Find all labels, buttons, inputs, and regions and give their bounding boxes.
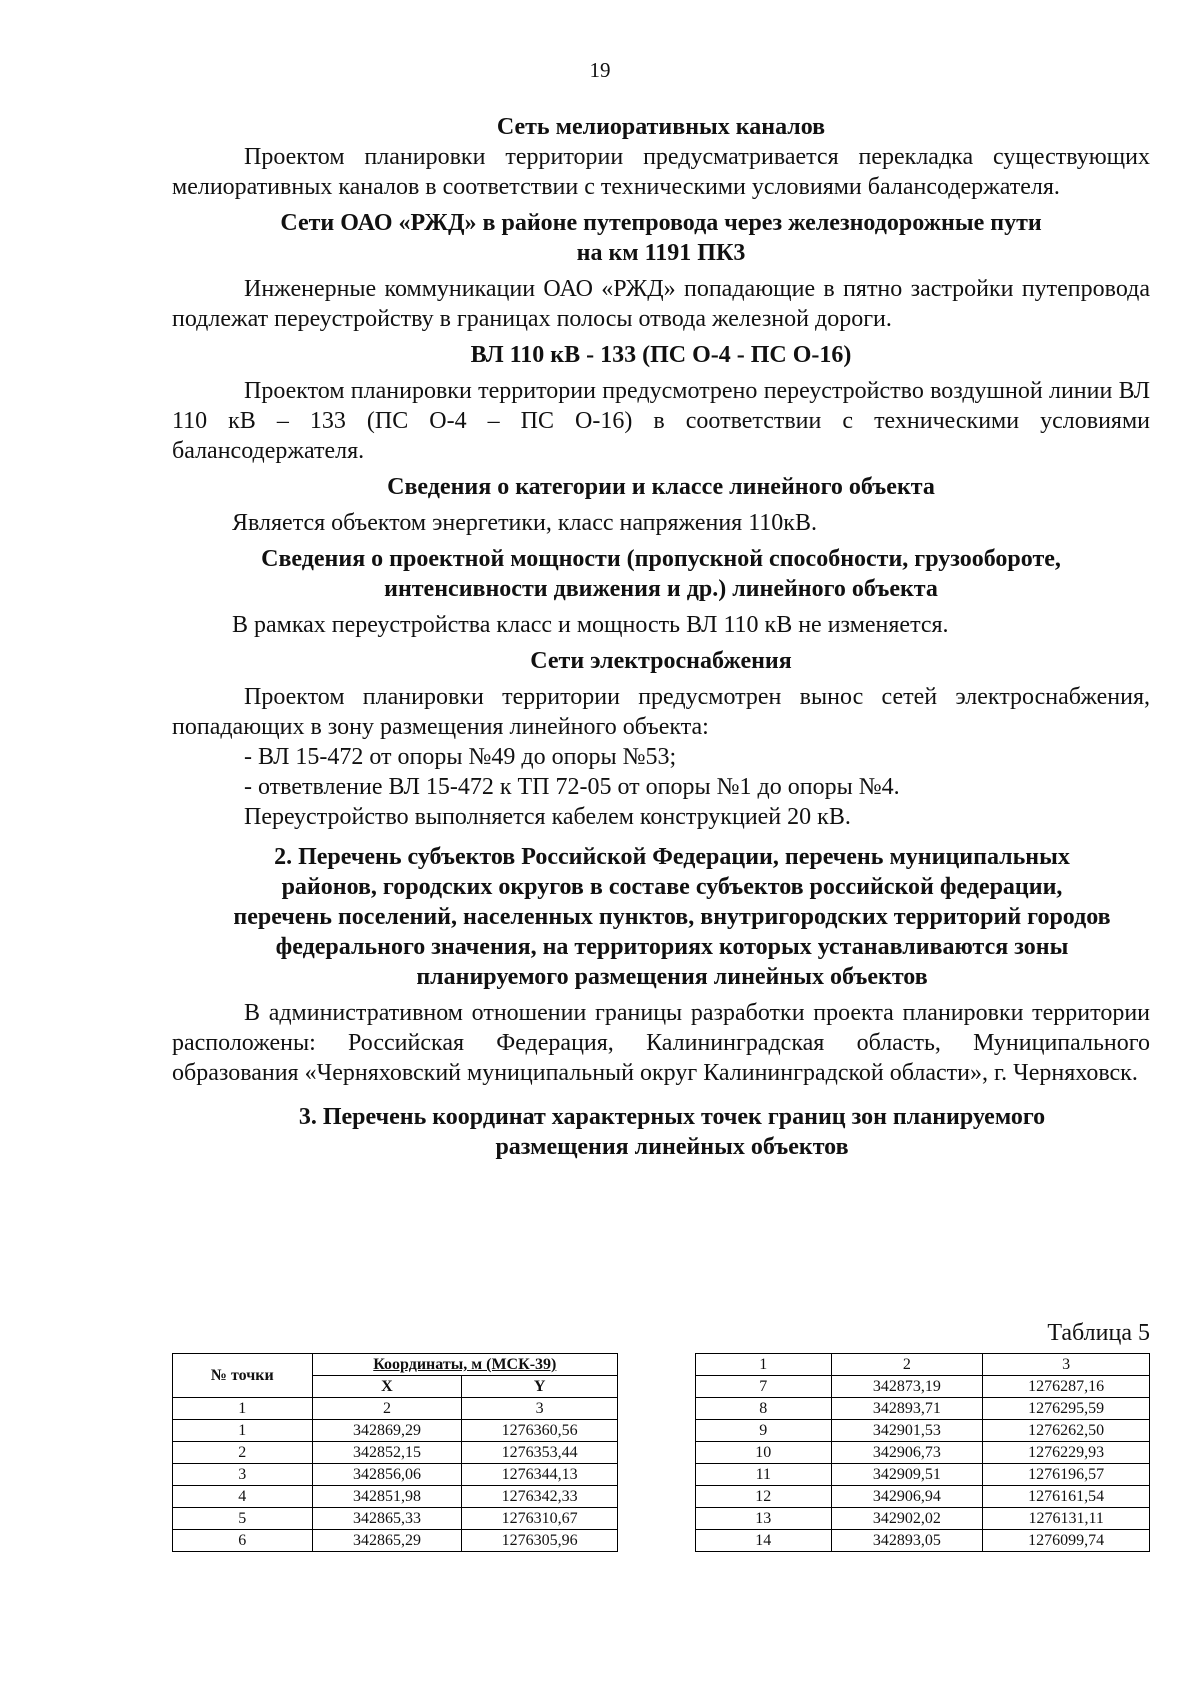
list-item: - ВЛ 15-472 от опоры №49 до опоры №53;: [244, 744, 677, 770]
x-coordinate-cell: 342865,33: [312, 1508, 462, 1530]
table-row: [173, 1486, 618, 1508]
section-paragraph: Проектом планировки территории предусмотрен вынос сетей электроснабжения, попадающих в зону размещения линейного объекта:: [172, 684, 1150, 740]
x-coordinate-cell: 342851,98: [312, 1486, 462, 1508]
table-row: [696, 1486, 1150, 1508]
table-row: [696, 1508, 1150, 1530]
column-number: 1: [696, 1354, 832, 1376]
y-coordinate-cell: 1276342,33: [462, 1486, 618, 1508]
table-row: [696, 1530, 1150, 1552]
table-row: [696, 1376, 1150, 1398]
y-coordinate-cell: 1276344,13: [462, 1464, 618, 1486]
section-paragraph: В административном отношении границы разработки проекта планировки территории расположены: Российская Федерация, Калининградская область, Муниципального образования «Черняховский муниципальный округ Калининградской области», г. Черняховск.: [172, 1000, 1150, 1086]
x-coordinate-cell: 342873,19: [831, 1376, 983, 1398]
point-number-cell: 6: [173, 1530, 313, 1552]
point-number-cell: 9: [696, 1420, 832, 1442]
y-coordinate-cell: 1276262,50: [983, 1420, 1150, 1442]
table-row: [173, 1530, 618, 1552]
section-title-line: интенсивности движения и др.) линейного объекта: [384, 576, 938, 602]
y-coordinate-cell: 1276161,54: [983, 1486, 1150, 1508]
point-number-cell: 10: [696, 1442, 832, 1464]
table-body: [696, 1354, 1150, 1552]
y-coordinate-cell: 1276131,11: [983, 1508, 1150, 1530]
column-number: 3: [462, 1398, 618, 1420]
column-number: 1: [173, 1398, 313, 1420]
table-body: [173, 1398, 618, 1552]
section-title-line: 2. Перечень субъектов Российской Федерации, перечень муниципальных: [274, 844, 1070, 870]
y-coordinate-cell: 1276295,59: [983, 1398, 1150, 1420]
point-number-cell: 13: [696, 1508, 832, 1530]
point-number-cell: 8: [696, 1398, 832, 1420]
header-y: Y: [462, 1376, 618, 1398]
table-row: [696, 1420, 1150, 1442]
table-row: [696, 1464, 1150, 1486]
section-title-line: районов, городских округов в составе субъектов российской федерации,: [281, 874, 1063, 900]
list-item: - ответвление ВЛ 15-472 к ТП 72-05 от опоры №1 до опоры №4.: [244, 774, 900, 800]
point-number-cell: 5: [173, 1508, 313, 1530]
column-number: 3: [983, 1354, 1150, 1376]
x-coordinate-cell: 342869,29: [312, 1420, 462, 1442]
section-title-line: федерального значения, на территориях которых устанавливаются зоны: [275, 934, 1069, 960]
point-number-cell: 7: [696, 1376, 832, 1398]
table-row: [173, 1420, 618, 1442]
section-title: Сеть мелиоративных каналов: [496, 114, 826, 140]
table-row: [696, 1354, 1150, 1376]
y-coordinate-cell: 1276305,96: [462, 1530, 618, 1552]
section-title: Сети электроснабжения: [530, 648, 792, 674]
table-row: [696, 1442, 1150, 1464]
section-title: ВЛ 110 кВ - 133 (ПС О-4 - ПС О-16): [470, 342, 852, 368]
table-row: [173, 1508, 618, 1530]
point-number-cell: 12: [696, 1486, 832, 1508]
x-coordinate-cell: 342901,53: [831, 1420, 983, 1442]
document-body: [172, 112, 1150, 1162]
x-coordinate-cell: 342906,73: [831, 1442, 983, 1464]
section-title: [172, 208, 1150, 268]
column-number: 2: [312, 1398, 462, 1420]
x-coordinate-cell: 342865,29: [312, 1530, 462, 1552]
section-paragraph: Проектом планировки территории предусматривается перекладка существующих мелиоративных каналов в соответствии с техническими условиями балансодержателя.: [172, 144, 1150, 200]
header-coords: Координаты, м (МСК-39): [312, 1354, 617, 1376]
x-coordinate-cell: 342893,05: [831, 1530, 983, 1552]
y-coordinate-cell: 1276310,67: [462, 1508, 618, 1530]
x-coordinate-cell: 342856,06: [312, 1464, 462, 1486]
list-item: Переустройство выполняется кабелем конструкцией 20 кВ.: [244, 804, 851, 830]
table-row: [173, 1464, 618, 1486]
column-number: 2: [831, 1354, 983, 1376]
point-number-cell: 1: [173, 1420, 313, 1442]
section-title-line: Сети ОАО «РЖД» в районе путепровода через железнодорожные пути: [280, 210, 1042, 236]
section2-title: [172, 842, 1150, 992]
point-number-cell: 3: [173, 1464, 313, 1486]
x-coordinate-cell: 342902,02: [831, 1508, 983, 1530]
section-title-line: Сведения о проектной мощности (пропускной способности, грузообороте,: [261, 546, 1061, 572]
table-row: [696, 1398, 1150, 1420]
header-x: X: [312, 1376, 462, 1398]
y-coordinate-cell: 1276353,44: [462, 1442, 618, 1464]
section-title-line: 3. Перечень координат характерных точек границ зон планируемого: [298, 1104, 1046, 1130]
section-title-line: на км 1191 ПК3: [576, 240, 746, 266]
x-coordinate-cell: 342909,51: [831, 1464, 983, 1486]
point-number-cell: 2: [173, 1442, 313, 1464]
section-paragraph: Является объектом энергетики, класс напряжения 110кВ.: [232, 510, 817, 536]
y-coordinate-cell: 1276196,57: [983, 1464, 1150, 1486]
section-title-line: размещения линейных объектов: [495, 1134, 849, 1160]
table-caption: Таблица 5: [1047, 1320, 1150, 1346]
table-row: [173, 1442, 618, 1464]
section-paragraph: Инженерные коммуникации ОАО «РЖД» попадающие в пятно застройки путепровода подлежат переустройству в границах полосы отвода железной дороги.: [172, 276, 1150, 332]
table-row: [173, 1398, 618, 1420]
x-coordinate-cell: 342906,94: [831, 1486, 983, 1508]
page-number: 19: [589, 58, 611, 82]
header-point: № точки: [173, 1354, 313, 1398]
coordinates-table-left: [172, 1353, 618, 1552]
section-title-line: перечень поселений, населенных пунктов, внутригородских территорий городов: [233, 904, 1111, 930]
section-title-line: планируемого размещения линейных объектов: [416, 964, 928, 990]
section-title: Сведения о категории и классе линейного объекта: [387, 474, 935, 500]
point-number-cell: 4: [173, 1486, 313, 1508]
x-coordinate-cell: 342852,15: [312, 1442, 462, 1464]
point-number-cell: 14: [696, 1530, 832, 1552]
section-paragraph: Проектом планировки территории предусмотрено переустройство воздушной линии ВЛ 110 кВ – 133 (ПС О-4 – ПС О-16) в соответствии с техническими условиями балансодержателя.: [172, 378, 1150, 464]
y-coordinate-cell: 1276287,16: [983, 1376, 1150, 1398]
point-number-cell: 11: [696, 1464, 832, 1486]
x-coordinate-cell: 342893,71: [831, 1398, 983, 1420]
y-coordinate-cell: 1276229,93: [983, 1442, 1150, 1464]
coordinates-table-right: [695, 1353, 1150, 1552]
y-coordinate-cell: 1276360,56: [462, 1420, 618, 1442]
section-paragraph: В рамках переустройства класс и мощность ВЛ 110 кВ не изменяется.: [232, 612, 949, 638]
y-coordinate-cell: 1276099,74: [983, 1530, 1150, 1552]
section3-title: [172, 1102, 1150, 1162]
section-title: [172, 544, 1150, 604]
